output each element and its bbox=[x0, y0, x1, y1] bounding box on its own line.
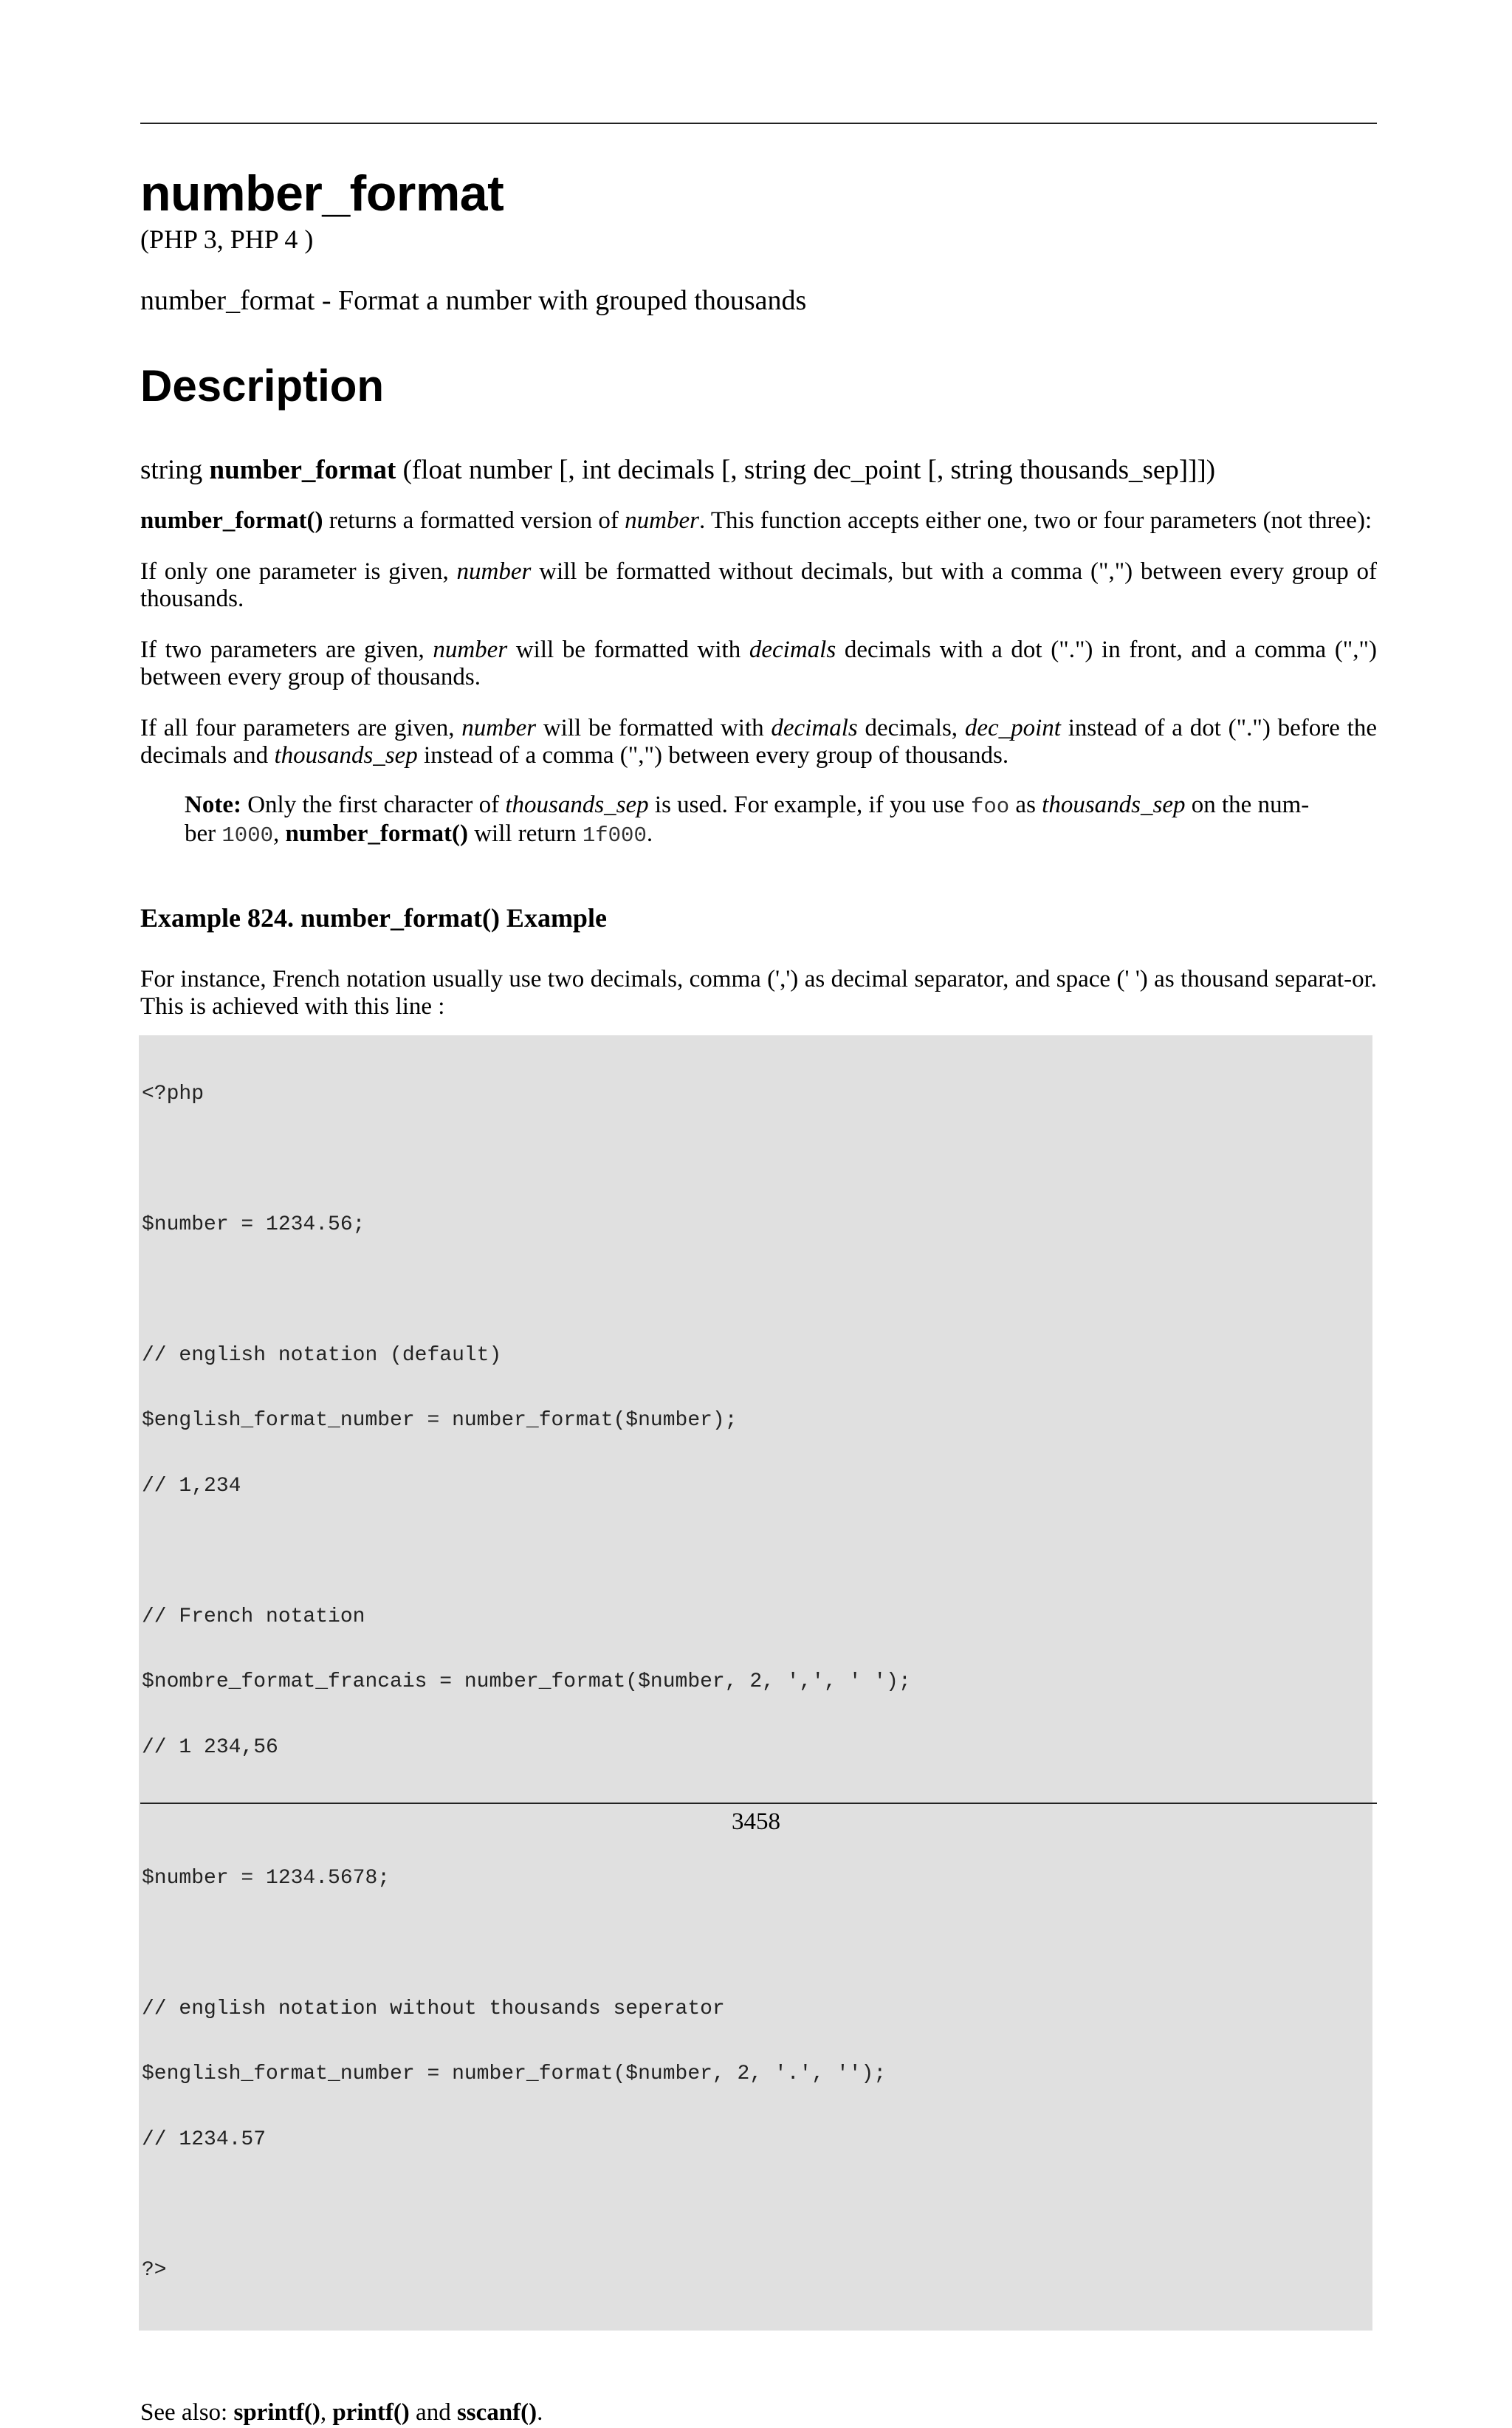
description-paragraph-3 bbox=[140, 637, 1377, 691]
function-purpose: number_format - Format a number with grouped thousands bbox=[140, 285, 807, 317]
param-ref: decimals bbox=[749, 637, 836, 664]
code-listing bbox=[139, 1035, 1372, 2331]
code-line: // english notation without thousands seperator bbox=[142, 1997, 725, 2020]
text-run: decimals with a dot (".") in front, and a comma (",") between every group of thousands. bbox=[140, 637, 1377, 691]
text-run: on the num-ber bbox=[185, 792, 1310, 848]
function-ref: number_format() bbox=[285, 820, 468, 848]
php-versions: (PHP 3, PHP 4 ) bbox=[140, 224, 314, 254]
description-heading: Description bbox=[140, 360, 385, 411]
code-line-blank bbox=[142, 1540, 1370, 1563]
header-rule bbox=[140, 123, 1377, 124]
code-line: $nombre_format_francais = number_format($number, 2, ',', ' '); bbox=[142, 1670, 911, 1694]
inline-code: 1000 bbox=[221, 823, 274, 848]
code-line: // english notation (default) bbox=[142, 1343, 502, 1367]
note-block bbox=[140, 792, 1377, 849]
text-run: , bbox=[320, 2399, 333, 2427]
link-printf[interactable]: printf() bbox=[332, 2399, 410, 2427]
text-run: as bbox=[1009, 792, 1042, 819]
code-line: // 1234.57 bbox=[142, 2127, 267, 2151]
inline-code: foo bbox=[970, 795, 1010, 820]
text-run: instead of a dot (".") before the decimals and bbox=[140, 715, 1377, 769]
function-synopsis bbox=[140, 454, 1377, 487]
text-run: If only one parameter is given, bbox=[140, 558, 457, 586]
param-ref: thousands_sep bbox=[505, 792, 649, 819]
link-sprintf[interactable]: sprintf() bbox=[233, 2399, 320, 2427]
text-run: If all four parameters are given, bbox=[140, 715, 462, 742]
code-line: ?> bbox=[142, 2258, 167, 2282]
code-line: // French notation bbox=[142, 1605, 365, 1628]
text-run: Only the first character of bbox=[241, 792, 506, 819]
code-line-blank bbox=[142, 1933, 1370, 1955]
function-name-heading: number_format bbox=[140, 165, 504, 222]
synopsis-return-type: string bbox=[140, 454, 203, 485]
text-run: will be formatted with bbox=[536, 715, 772, 742]
text-run: is used. For example, if you use bbox=[648, 792, 971, 819]
description-paragraph-4 bbox=[140, 715, 1377, 769]
code-line: $number = 1234.56; bbox=[142, 1213, 365, 1236]
text-run: and bbox=[409, 2399, 457, 2427]
description-paragraph-1 bbox=[140, 507, 1377, 535]
text-run: will be formatted with bbox=[507, 637, 749, 664]
synopsis-params: (float number [, int decimals [, string dec_point [, string thousands_sep]]]) bbox=[402, 454, 1216, 485]
param-ref: number bbox=[433, 637, 508, 664]
example-intro: For instance, French notation usually use two decimals, comma (',') as decimal separator, and space (' ') as thousand separat-or. This is achieved with this line : bbox=[140, 965, 1377, 1020]
code-line-blank bbox=[142, 1279, 1370, 1301]
param-ref: dec_point bbox=[964, 715, 1061, 742]
text-run: will return bbox=[467, 820, 583, 848]
link-sscanf[interactable]: sscanf() bbox=[456, 2399, 537, 2427]
see-also-label: See also: bbox=[140, 2399, 234, 2427]
text-run: returns a formatted version of bbox=[323, 507, 625, 535]
param-ref: number bbox=[461, 715, 537, 742]
code-line: // 1 234,56 bbox=[142, 1735, 278, 1759]
code-line-blank bbox=[142, 2194, 1370, 2216]
footer-rule bbox=[140, 1803, 1377, 1804]
text-run: . bbox=[537, 2399, 543, 2427]
param-ref: number bbox=[456, 558, 532, 586]
synopsis-function-name: number_format bbox=[209, 454, 396, 485]
see-also bbox=[140, 2398, 1377, 2428]
param-ref: number bbox=[625, 507, 699, 535]
code-line: <?php bbox=[142, 1082, 205, 1105]
description-paragraph-2 bbox=[140, 558, 1377, 613]
function-ref: number_format() bbox=[140, 507, 323, 535]
inline-code: 1f000 bbox=[582, 823, 647, 848]
text-run: . bbox=[646, 820, 653, 848]
text-run: . This function accepts either one, two or four parameters (not three): bbox=[698, 507, 1372, 535]
page-number: 3458 bbox=[732, 1808, 780, 1835]
code-line: // 1,234 bbox=[142, 1474, 241, 1498]
page-content bbox=[140, 165, 1378, 2428]
code-line: $english_format_number = number_format($number); bbox=[142, 1409, 738, 1433]
text-run: instead of a comma (",") between every group of thousands. bbox=[417, 742, 1009, 769]
code-line-blank bbox=[142, 1148, 1370, 1170]
param-ref: thousands_sep bbox=[274, 742, 418, 769]
example-title: Example 824. number_format() Example bbox=[140, 903, 607, 933]
text-run: If two parameters are given, bbox=[140, 637, 433, 664]
note-label: Note: bbox=[185, 792, 241, 819]
code-line: $number = 1234.5678; bbox=[142, 1866, 391, 1890]
code-line: $english_format_number = number_format($number, 2, '.', ''); bbox=[142, 2062, 887, 2086]
param-ref: thousands_sep bbox=[1042, 792, 1186, 819]
text-run: , bbox=[273, 820, 286, 848]
text-run: decimals, bbox=[857, 715, 965, 742]
param-ref: decimals bbox=[771, 715, 858, 742]
text-run: will be formatted without decimals, but with a comma (",") between every group of thousands. bbox=[140, 558, 1378, 613]
